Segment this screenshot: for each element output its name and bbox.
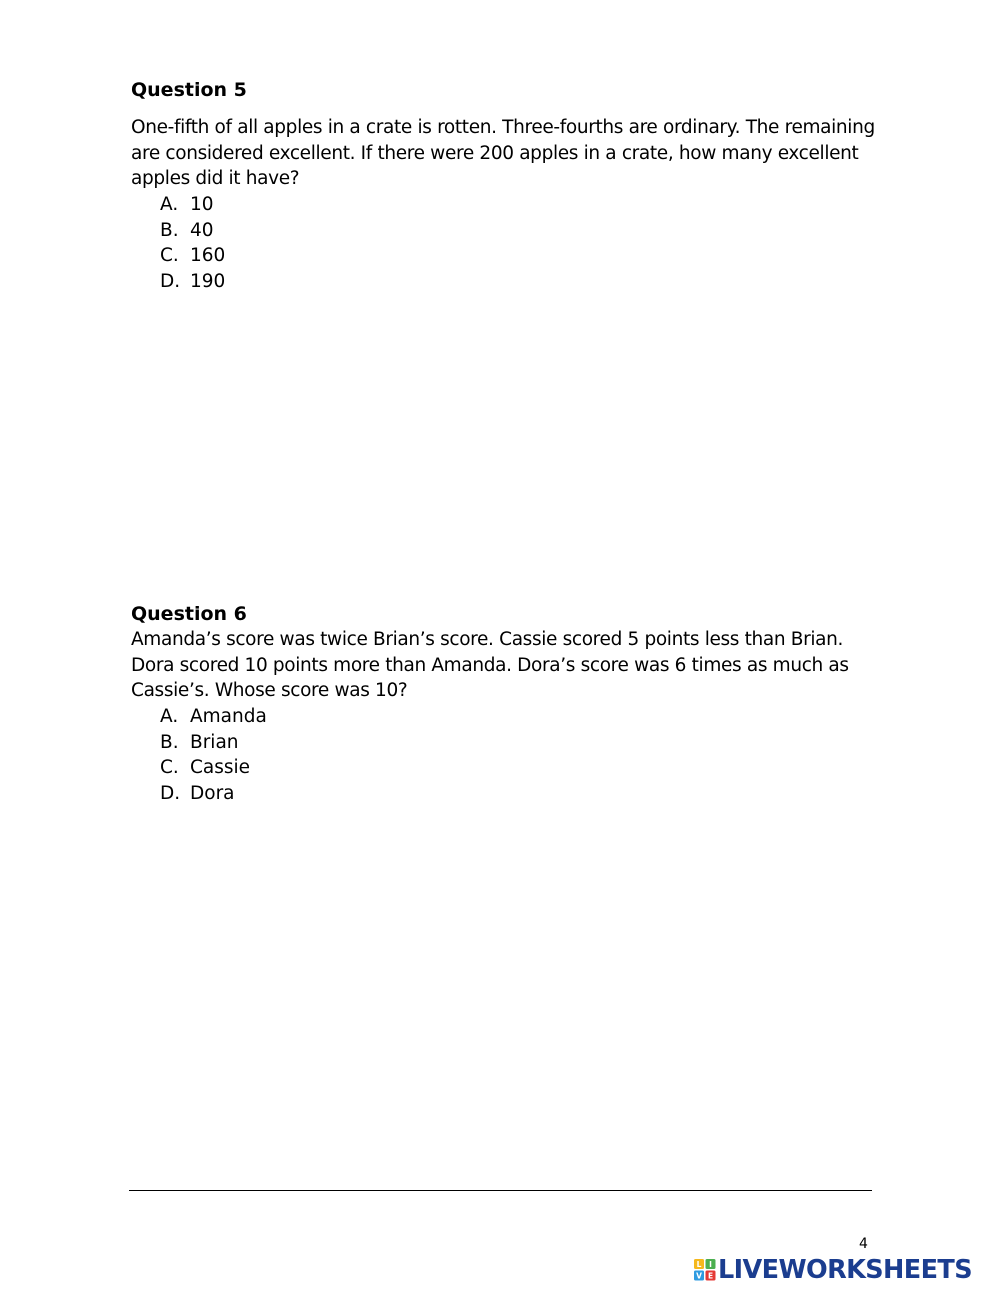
- question-5: [131, 77, 891, 294]
- question-text: [131, 115, 891, 192]
- question-text: [131, 627, 891, 704]
- option-letter: B.: [160, 219, 179, 241]
- option-text: Amanda: [190, 706, 267, 728]
- svg-text:V: V: [696, 1271, 702, 1281]
- option-text: 40: [190, 219, 214, 241]
- option-text: Dora: [190, 782, 235, 804]
- page-number: 4: [859, 1236, 868, 1252]
- question-text-line: Amanda’s score was twice Brian’s score. Cassie scored 5 points less than Brian.: [131, 629, 844, 650]
- question-title: Question 5: [131, 79, 247, 101]
- question-text-line: Dora scored 10 points more than Amanda. Dora’s score was 6 times as much as: [131, 654, 849, 676]
- answer-option-b[interactable]: [131, 218, 891, 244]
- option-text: Cassie: [190, 757, 251, 779]
- answer-option-d[interactable]: [131, 269, 891, 295]
- question-text-line: One-fifth of all apples in a crate is rotten. Three-fourths are ordinary. The remaining: [131, 117, 875, 138]
- liveworksheets-logo-icon: [694, 1259, 716, 1281]
- option-letter: C.: [160, 245, 179, 267]
- option-letter: D.: [160, 270, 181, 292]
- liveworksheets-brand: [694, 1255, 972, 1285]
- option-letter: D.: [160, 782, 181, 804]
- question-title: Question 6: [131, 603, 247, 625]
- option-text: 10: [190, 194, 214, 216]
- option-letter: B.: [160, 731, 179, 753]
- svg-text:I: I: [709, 1260, 712, 1269]
- answer-option-a[interactable]: [131, 704, 891, 730]
- answer-option-c[interactable]: [131, 755, 891, 781]
- answer-options: [131, 704, 891, 806]
- option-letter: A.: [160, 194, 179, 216]
- answer-options: [131, 192, 891, 294]
- option-text: 190: [190, 270, 226, 292]
- answer-option-c[interactable]: [131, 243, 891, 269]
- footer-divider: [129, 1190, 872, 1191]
- option-letter: A.: [160, 706, 179, 728]
- option-text: Brian: [190, 731, 239, 753]
- answer-option-d[interactable]: [131, 781, 891, 807]
- answer-option-a[interactable]: [131, 192, 891, 218]
- svg-text:L: L: [696, 1260, 702, 1269]
- option-text: 160: [190, 245, 226, 267]
- answer-option-b[interactable]: [131, 730, 891, 756]
- question-text-line: Cassie’s. Whose score was 10?: [131, 680, 408, 702]
- option-letter: C.: [160, 757, 179, 779]
- brand-name: LIVEWORKSHEETS: [718, 1255, 972, 1285]
- question-text-line: apples did it have?: [131, 168, 300, 190]
- question-text-line: are considered excellent. If there were 200 apples in a crate, how many excellent: [131, 142, 859, 164]
- question-6: [131, 601, 891, 806]
- svg-text:E: E: [707, 1271, 714, 1281]
